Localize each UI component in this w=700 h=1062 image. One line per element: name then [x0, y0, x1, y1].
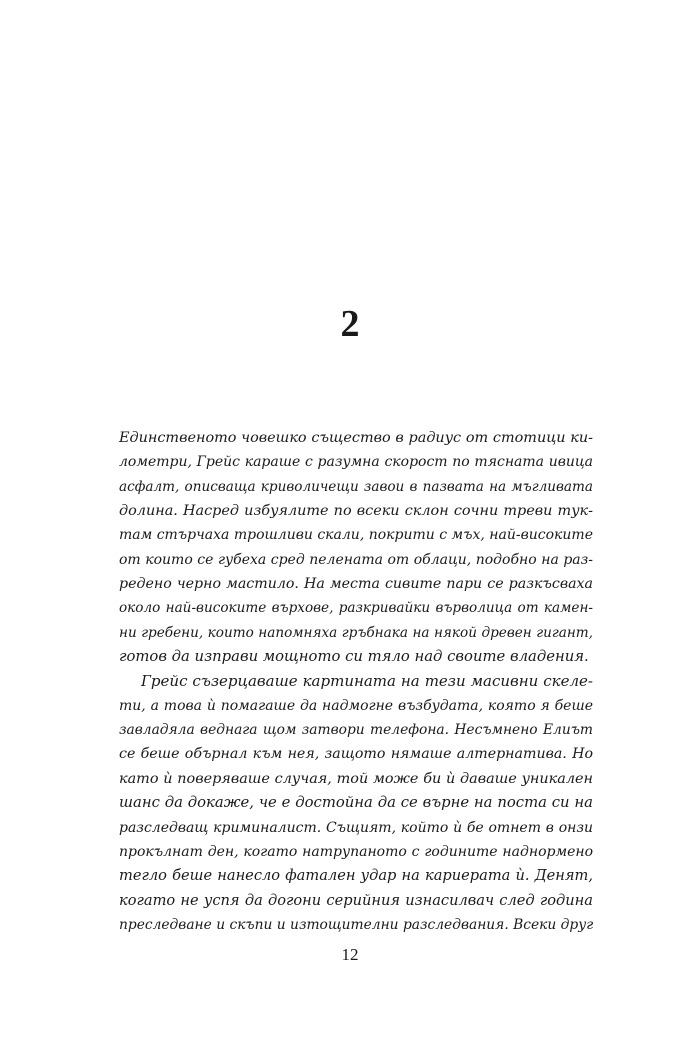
text-line: редено черно мастило. На места сивите пари се разкъсваха: [119, 576, 593, 593]
text-line: разследващ криминалист. Същият, който ѝ бе отнет в онзи: [119, 819, 593, 836]
text-line: от които се губеха сред пелената от облаци, подобно на раз-: [119, 551, 593, 568]
text-line: там стърчаха трошливи скали, покрити с мъх, най-високите: [119, 527, 593, 544]
text-line: лометри, Грейс караше с разумна скорост по тясната ивица: [119, 454, 593, 471]
text-line: готов да изправи мощното си тяло над своите владения.: [119, 648, 589, 666]
chapter-body: [119, 426, 593, 937]
text-line: ни гребени, които напомняха гръбнака на някой древен гигант,: [119, 624, 593, 641]
text-line: прокълнат ден, когато натрупаното с годините наднормено: [119, 843, 593, 860]
text-line: около най-високите върхове, разкривайки върволица от камен-: [119, 600, 593, 617]
text-line: асфалт, описваща криволичещи завои в пазвата на мъгливата: [119, 478, 593, 495]
text-line: когато не успя да догони серийния изнасилвач след година: [119, 891, 593, 909]
text-line: се беше обърнал към нея, защото нямаше алтернатива. Но: [119, 746, 593, 763]
text-line: завладяла веднага щом затвори телефона. Несъмнено Елиът: [119, 722, 593, 739]
text-line: преследване и скъпи и изтощителни разследвания. Всеки друг: [119, 916, 594, 933]
text-line: шанс да докаже, че е достойна да се върне на поста си на: [119, 794, 593, 812]
text-line: Единственото човешко същество в радиус от стотици ки-: [119, 430, 593, 446]
page-number: 12: [341, 945, 359, 964]
text-line: тегло беше нанесло фатален удар на кариерата ѝ. Денят,: [119, 867, 593, 885]
text-line: като ѝ поверяваше случая, той може би ѝ даваше уникален: [119, 770, 593, 787]
chapter-number: 2: [340, 303, 360, 345]
text-line: Грейс съзерцаваше картината на тези масивни скеле-: [141, 672, 593, 691]
text-line: ти, а това ѝ помагаше да надмогне възбудата, която я беше: [119, 697, 593, 714]
text-line: долина. Насред избуялите по всеки склон сочни треви тук-: [119, 503, 593, 520]
